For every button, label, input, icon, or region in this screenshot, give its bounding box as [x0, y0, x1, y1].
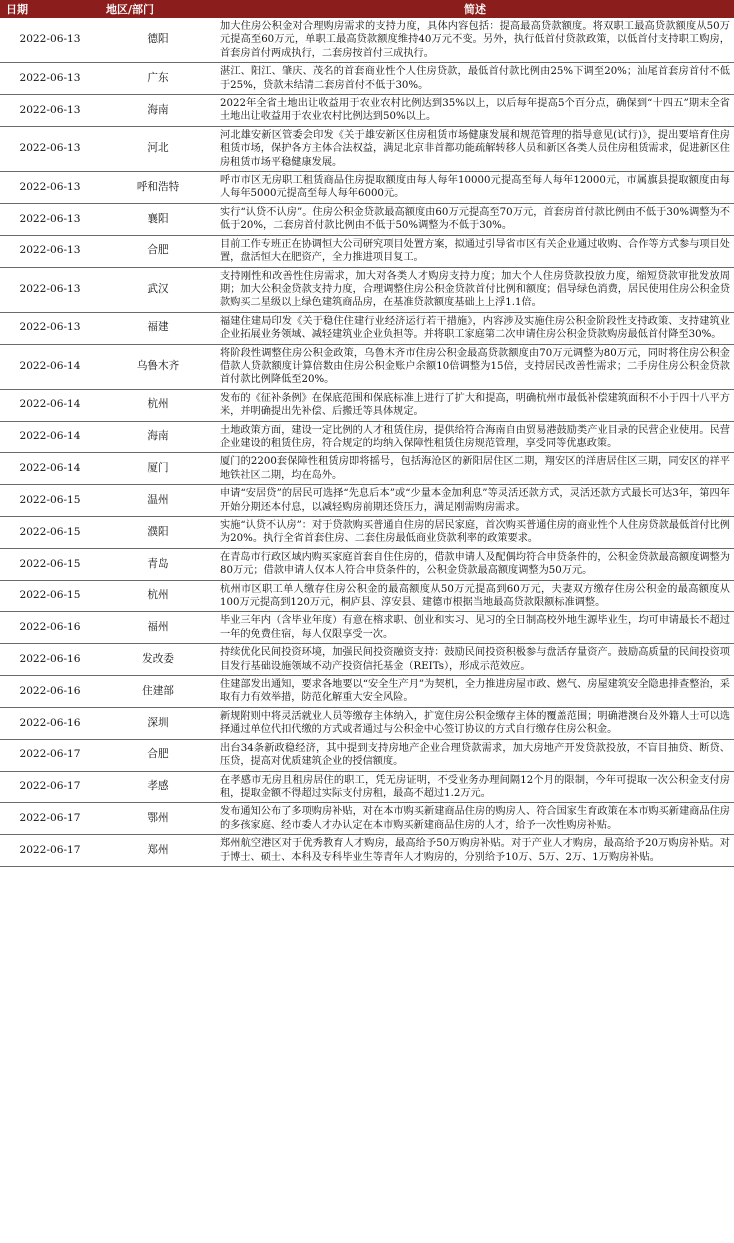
table-row	[0, 453, 734, 485]
row-description: 毕业三年内（含毕业年度）有意在榕求职、创业和实习、见习的全日制高校外地生源毕业生，均可申请最长不超过一年的免费住宿，每人仅限享受一次。	[216, 612, 734, 644]
table-row	[0, 126, 734, 171]
row-description: 将阶段性调整住房公积金政策，乌鲁木齐市住房公积金最高贷款额度由70万元调整为80万元，同时将住房公积金借款人贷款额度计算倍数由住房公积金账户余额10倍调整为15倍，支持居民改善性需求；二手房住房公积金贷款首付款比例降低至20%。	[216, 344, 734, 389]
row-region: 青岛	[100, 548, 216, 580]
row-description: 实施“认贷不认房”：对于贷款购买普通自住房的居民家庭，首次购买普通住房的商业性个人住房贷款最低首付比例为20%。执行全省首套住房、二套住房最低商业贷款利率的政策要求。	[216, 517, 734, 549]
table-row	[0, 707, 734, 739]
row-region: 海南	[100, 421, 216, 453]
table-row	[0, 203, 734, 235]
row-date: 2022-06-13	[0, 18, 100, 63]
row-date: 2022-06-13	[0, 95, 100, 127]
table-row	[0, 771, 734, 803]
row-region: 杭州	[100, 580, 216, 612]
table-row	[0, 389, 734, 421]
row-region: 孝感	[100, 771, 216, 803]
row-description: 出台34条新政稳经济，其中提到支持房地产企业合理贷款需求，加大房地产开发贷款投放，不盲目抽贷、断贷、压贷，提高对优质建筑企业的授信额度。	[216, 739, 734, 771]
row-description: 郑州航空港区对于优秀教育人才购房，最高给予50万购房补贴。对于产业人才购房，最高给予20万购房补贴。对于博士、硕士、本科及专科毕业生等青年人才购房的，分别给予10万、5万、2万、1万购房补贴。	[216, 835, 734, 867]
row-description: 杭州市区职工单人缴存住房公积金的最高额度从50万元提高到60万元，夫妻双方缴存住房公积金的最高额度从100万元提高到120万元，桐庐县、淳安县、建德市根据当地最高贷款限额标准调整。	[216, 580, 734, 612]
row-date: 2022-06-14	[0, 389, 100, 421]
row-description: 在青岛市行政区域内购买家庭首套自住住房的，借款申请人及配偶均符合申贷条件的，公积金贷款最高额度调整为80万元；借款申请人仅本人符合申贷条件的，公积金贷款最高额度调整为50万元。	[216, 548, 734, 580]
row-date: 2022-06-14	[0, 453, 100, 485]
table-row	[0, 235, 734, 267]
table-row	[0, 739, 734, 771]
table-header-row	[0, 0, 734, 18]
table-row	[0, 18, 734, 63]
row-region: 合肥	[100, 739, 216, 771]
table-row	[0, 95, 734, 127]
table-row	[0, 803, 734, 835]
row-description: 住建部发出通知，要求各地要以“安全生产月”为契机，全力推进房屋市政、燃气、房屋建筑安全隐患排查整治，采取有力有效举措，防范化解重大安全风险。	[216, 676, 734, 708]
row-date: 2022-06-17	[0, 739, 100, 771]
row-description: 河北雄安新区管委会印发《关于雄安新区住房租赁市场健康发展和规范管理的指导意见(试行)》，提出要培育住房租赁市场，保护各方主体合法权益，满足北京非首都功能疏解转移人员和新区各类人员住房租赁需求，促进新区住房租赁市场平稳健康发展。	[216, 126, 734, 171]
row-region: 河北	[100, 126, 216, 171]
row-description: 呼市市区无房职工租赁商品住房提取额度由每人每年10000元提高至每人每年12000元，市属旗县提取额度由每人每年5000元提高至每人每年6000元。	[216, 172, 734, 204]
table-row	[0, 63, 734, 95]
row-date: 2022-06-17	[0, 771, 100, 803]
row-description: 加大住房公积金对合理购房需求的支持力度，具体内容包括：提高最高贷款额度。将双职工最高贷款额度从50万元提高至60万元，单职工最高贷款额度维持40万元不变。另外，执行低首付贷款政策，以低首付支持职工购房，首套房首付两成执行，二套房按首付三成执行。	[216, 18, 734, 63]
row-date: 2022-06-15	[0, 580, 100, 612]
row-description: 支持刚性和改善性住房需求，加大对各类人才购房支持力度；加大个人住房贷款投放力度，缩短贷款审批发放周期；加大公积金贷款支持力度，合理调整住房公积金贷款首付比例和额度；倡导绿色消费，居民使用住房公积金贷款购买二星级以上绿色建筑商品房，在基准贷款额度基础上上浮1.1倍。	[216, 267, 734, 312]
row-date: 2022-06-17	[0, 835, 100, 867]
row-date: 2022-06-13	[0, 172, 100, 204]
row-date: 2022-06-15	[0, 485, 100, 517]
row-description: 发布的《征补条例》在保底范围和保底标准上进行了扩大和提高，明确杭州市最低补偿建筑面积不小于四十八平方米，并明确提出先补偿、后搬迁等具体规定。	[216, 389, 734, 421]
table-row	[0, 267, 734, 312]
row-date: 2022-06-13	[0, 267, 100, 312]
row-region: 呼和浩特	[100, 172, 216, 204]
row-date: 2022-06-14	[0, 421, 100, 453]
table-row	[0, 517, 734, 549]
row-date: 2022-06-14	[0, 344, 100, 389]
row-date: 2022-06-16	[0, 612, 100, 644]
table-row	[0, 612, 734, 644]
row-region: 发改委	[100, 644, 216, 676]
row-region: 鄂州	[100, 803, 216, 835]
row-description: 厦门的2200套保障性租赁房即将摇号，包括海沧区的新阳居住区二期，翔安区的洋唐居住区三期，同安区的祥平地铁社区二期，均在岛外。	[216, 453, 734, 485]
row-description: 2022年全省土地出让收益用于农业农村比例达到35%以上，以后每年提高5个百分点，确保到“十四五”期末全省土地出让收益用于农业农村比例达到50%以上。	[216, 95, 734, 127]
row-region: 濮阳	[100, 517, 216, 549]
row-date: 2022-06-13	[0, 63, 100, 95]
row-date: 2022-06-15	[0, 517, 100, 549]
row-date: 2022-06-17	[0, 803, 100, 835]
row-region: 襄阳	[100, 203, 216, 235]
row-region: 德阳	[100, 18, 216, 63]
row-region: 住建部	[100, 676, 216, 708]
row-region: 杭州	[100, 389, 216, 421]
table-row	[0, 172, 734, 204]
row-region: 武汉	[100, 267, 216, 312]
table-row	[0, 835, 734, 867]
row-region: 乌鲁木齐	[100, 344, 216, 389]
row-date: 2022-06-16	[0, 707, 100, 739]
row-description: 新规附则中将灵活就业人员等缴存主体纳入，扩宽住房公积金缴存主体的覆盖范围；明确港澳台及外籍人士可以选择通过单位代扣代缴的方式或者通过与公积金中心签订协议的方式自行缴存住房公积金。	[216, 707, 734, 739]
row-region: 深圳	[100, 707, 216, 739]
date-column-header: 日期	[0, 0, 100, 18]
row-region: 广东	[100, 63, 216, 95]
table-row	[0, 485, 734, 517]
row-description: 土地政策方面，建设一定比例的人才租赁住房，提供给符合海南自由贸易港鼓励类产业目录的民营企业使用。民营企业建设的租赁住房，符合规定的均纳入保障性租赁住房规范管理，享受同等优惠政策。	[216, 421, 734, 453]
row-region: 温州	[100, 485, 216, 517]
row-description: 持续优化民间投资环境，加强民间投资融资支持：鼓励民间投资积极参与盘活存量资产。鼓励高质量的民间投资项目发行基础设施领域不动产投资信托基金（REITs），形成示范效应。	[216, 644, 734, 676]
row-date: 2022-06-13	[0, 312, 100, 344]
row-date: 2022-06-16	[0, 644, 100, 676]
row-date: 2022-06-13	[0, 203, 100, 235]
description-column-header: 简述	[216, 0, 734, 18]
row-region: 厦门	[100, 453, 216, 485]
row-region: 郑州	[100, 835, 216, 867]
row-description: 目前工作专班正在协调恒大公司研究项目处置方案，拟通过引导省市区有关企业通过收购、合作等方式参与项目处置，盘活恒大在肥资产，全力推进项目复工。	[216, 235, 734, 267]
table-body	[0, 18, 734, 866]
row-description: 发布通知公布了多项购房补贴，对在本市购买新建商品住房的购房人、符合国家生育政策在本市购买新建商品住房的多孩家庭、经市委人才办认定在本市购买新建商品住房的人才，给予一次性购房补贴。	[216, 803, 734, 835]
table-row	[0, 580, 734, 612]
row-date: 2022-06-13	[0, 235, 100, 267]
table-row	[0, 676, 734, 708]
table-row	[0, 548, 734, 580]
table-row	[0, 644, 734, 676]
row-description: 湛江、阳江、肇庆、茂名的首套商业性个人住房贷款，最低首付款比例由25%下调至20%；汕尾首套房首付不低于25%，贷款未结清二套房首付不低于30%。	[216, 63, 734, 95]
row-description: 申请“安居贷”的居民可选择“先息后本”或“少量本金加利息”等灵活还款方式，灵活还款方式最长可达3年，第四年开始分期还本付息，以减轻购房前期还贷压力，满足刚需购房需求。	[216, 485, 734, 517]
row-date: 2022-06-16	[0, 676, 100, 708]
row-date: 2022-06-13	[0, 126, 100, 171]
row-region: 海南	[100, 95, 216, 127]
row-date: 2022-06-15	[0, 548, 100, 580]
row-region: 福建	[100, 312, 216, 344]
region-column-header: 地区/部门	[100, 0, 216, 18]
table-row	[0, 421, 734, 453]
table-row	[0, 344, 734, 389]
row-description: 实行“认贷不认房”。住房公积金贷款最高额度由60万元提高至70万元，首套房首付款比例由不低于30%调整为不低于20%，二套房首付款比例由不低于50%调整为不低于30%。	[216, 203, 734, 235]
row-region: 福州	[100, 612, 216, 644]
table-row	[0, 312, 734, 344]
row-description: 福建住建局印发《关于稳住住建行业经济运行若干措施》，内容涉及实施住房公积金阶段性支持政策、支持建筑业企业拓展业务领域、减轻建筑业企业负担等。并将职工家庭第二次申请住房公积金贷款购房最低首付降至30%。	[216, 312, 734, 344]
row-description: 在孝感市无房且租房居住的职工，凭无房证明，不受业务办理间隔12个月的限制，今年可提取一次公积金支付房租，提取金额不得超过实际支付房租，最高不超过1.2万元。	[216, 771, 734, 803]
row-region: 合肥	[100, 235, 216, 267]
